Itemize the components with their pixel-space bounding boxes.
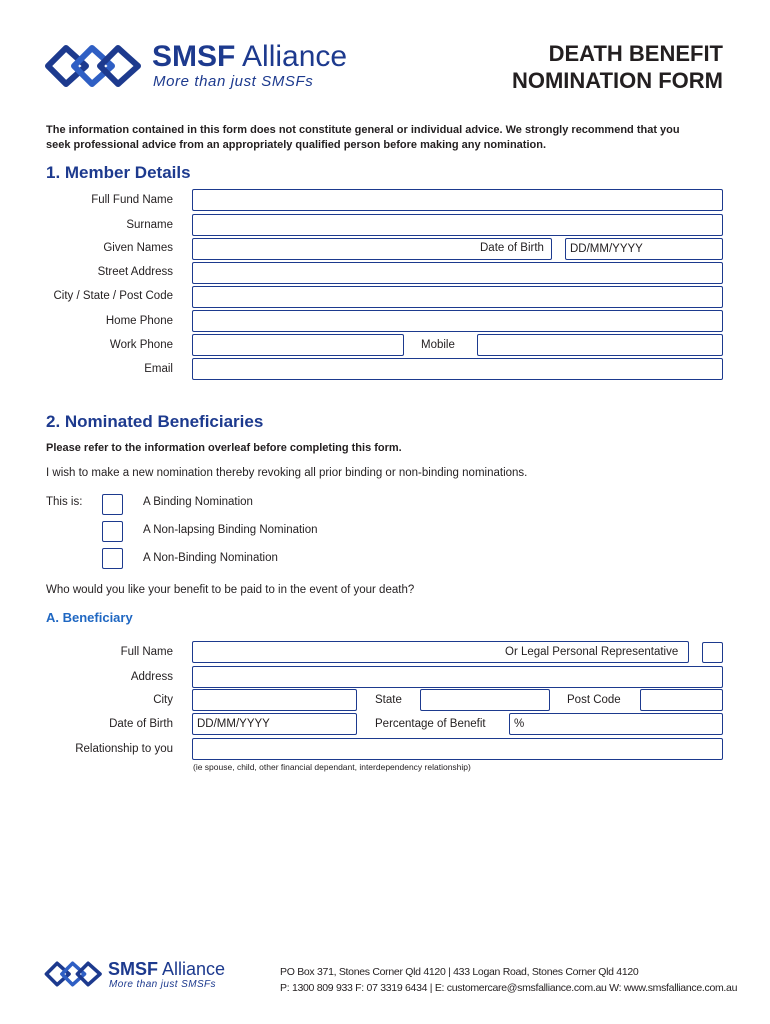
binding-nomination-label: A Binding Nomination xyxy=(143,496,253,508)
footer-brand-name-bold: SMSF xyxy=(108,959,159,979)
non-binding-nomination-checkbox[interactable] xyxy=(102,548,123,569)
relationship-field[interactable] xyxy=(192,738,723,760)
beneficiary-address-field[interactable] xyxy=(192,666,723,688)
this-is-label: This is: xyxy=(46,496,83,508)
form-title xyxy=(512,40,723,94)
beneficiary-city-field[interactable] xyxy=(192,689,357,711)
mobile-label: Mobile xyxy=(421,339,455,351)
surname-field[interactable] xyxy=(192,214,723,236)
beneficiary-state-label: State xyxy=(375,694,402,706)
beneficiary-date-of-birth-label: Date of Birth xyxy=(109,718,173,730)
relationship-label: Relationship to you xyxy=(75,743,173,755)
member-date-of-birth-field[interactable]: DD/MM/YYYY xyxy=(565,238,723,260)
beneficiary-state-field[interactable] xyxy=(420,689,550,711)
beneficiary-city-label: City xyxy=(153,694,173,706)
form-title-line2: NOMINATION FORM xyxy=(511,68,723,93)
nominated-beneficiaries-heading: 2. Nominated Beneficiaries xyxy=(46,412,264,431)
home-phone-field[interactable] xyxy=(192,310,723,332)
street-address-field[interactable] xyxy=(192,262,723,284)
mobile-field[interactable] xyxy=(477,334,723,356)
footer-contact xyxy=(280,964,737,996)
non-lapsing-binding-nomination-label: A Non-lapsing Binding Nomination xyxy=(143,524,318,536)
binding-nomination-checkbox[interactable] xyxy=(102,494,123,515)
beneficiary-address-label: Address xyxy=(130,671,173,683)
street-address-label: Street Address xyxy=(97,266,173,278)
percentage-of-benefit-label: Percentage of Benefit xyxy=(375,718,486,730)
beneficiary-full-name-label: Full Name xyxy=(120,646,173,658)
member-details-heading: 1. Member Details xyxy=(46,163,191,182)
disclaimer: The information contained in this form does not constitute general or individual advice. We strongly recommend that you seek professional advice from an appropriately qualified person before making any nomination. xyxy=(46,124,680,151)
relationship-hint: (ie spouse, child, other financial dependant, interdependency relationship) xyxy=(193,762,471,772)
footer-logo-icon xyxy=(44,960,106,988)
surname-label: Surname xyxy=(126,219,173,231)
footer-brand-name xyxy=(108,959,225,980)
given-names-label: Given Names xyxy=(103,242,173,254)
work-phone-label: Work Phone xyxy=(109,339,173,351)
refer-overleaf-note: Please refer to the information overleaf before completing this form. xyxy=(46,442,402,454)
email-field[interactable] xyxy=(192,358,723,380)
revoke-nomination-note: I wish to make a new nomination thereby revoking all prior binding or non-binding nominations. xyxy=(46,467,528,479)
beneficiary-date-of-birth-field[interactable]: DD/MM/YYYY xyxy=(192,713,357,735)
beneficiary-a-heading: A. Beneficiary xyxy=(46,610,133,625)
home-phone-label: Home Phone xyxy=(105,315,173,327)
percentage-of-benefit-field[interactable]: % xyxy=(509,713,723,735)
form-title-line1: DEATH BENEFIT xyxy=(548,41,723,66)
smsf-alliance-logo-icon xyxy=(44,44,148,88)
member-date-of-birth-label: Date of Birth xyxy=(480,242,544,254)
full-fund-name-field[interactable] xyxy=(192,189,723,211)
city-state-postcode-field[interactable] xyxy=(192,286,723,308)
work-phone-field[interactable] xyxy=(192,334,404,356)
full-fund-name-label: Full Fund Name xyxy=(91,194,173,206)
beneficiary-post-code-field[interactable] xyxy=(640,689,723,711)
non-lapsing-binding-nomination-checkbox[interactable] xyxy=(102,521,123,542)
footer-brand-name-light: Alliance xyxy=(158,959,226,979)
non-binding-nomination-label: A Non-Binding Nomination xyxy=(143,552,278,564)
legal-personal-representative-label: Or Legal Personal Representative xyxy=(505,646,679,658)
footer-brand-tagline: More than just SMSFs xyxy=(109,979,216,990)
city-state-postcode-label: City / State / Post Code xyxy=(53,290,173,302)
brand-name-light: Alliance xyxy=(235,40,348,73)
brand-name-bold: SMSF xyxy=(152,40,236,73)
benefit-question: Who would you like your benefit to be paid to in the event of your death? xyxy=(46,584,415,596)
legal-personal-representative-checkbox[interactable] xyxy=(702,642,723,663)
brand-name xyxy=(152,40,347,74)
beneficiary-post-code-label: Post Code xyxy=(567,694,621,706)
email-label: Email xyxy=(144,363,173,375)
footer-address-line: PO Box 371, Stones Corner Qld 4120 | 433 Logan Road, Stones Corner Qld 4120 xyxy=(280,966,639,978)
footer-contact-line: P: 1300 809 933 F: 07 3319 6434 | E: customercare@smsfalliance.com.au W: www.smsfalliance.com.au xyxy=(280,982,738,994)
brand-tagline: More than just SMSFs xyxy=(153,73,314,90)
